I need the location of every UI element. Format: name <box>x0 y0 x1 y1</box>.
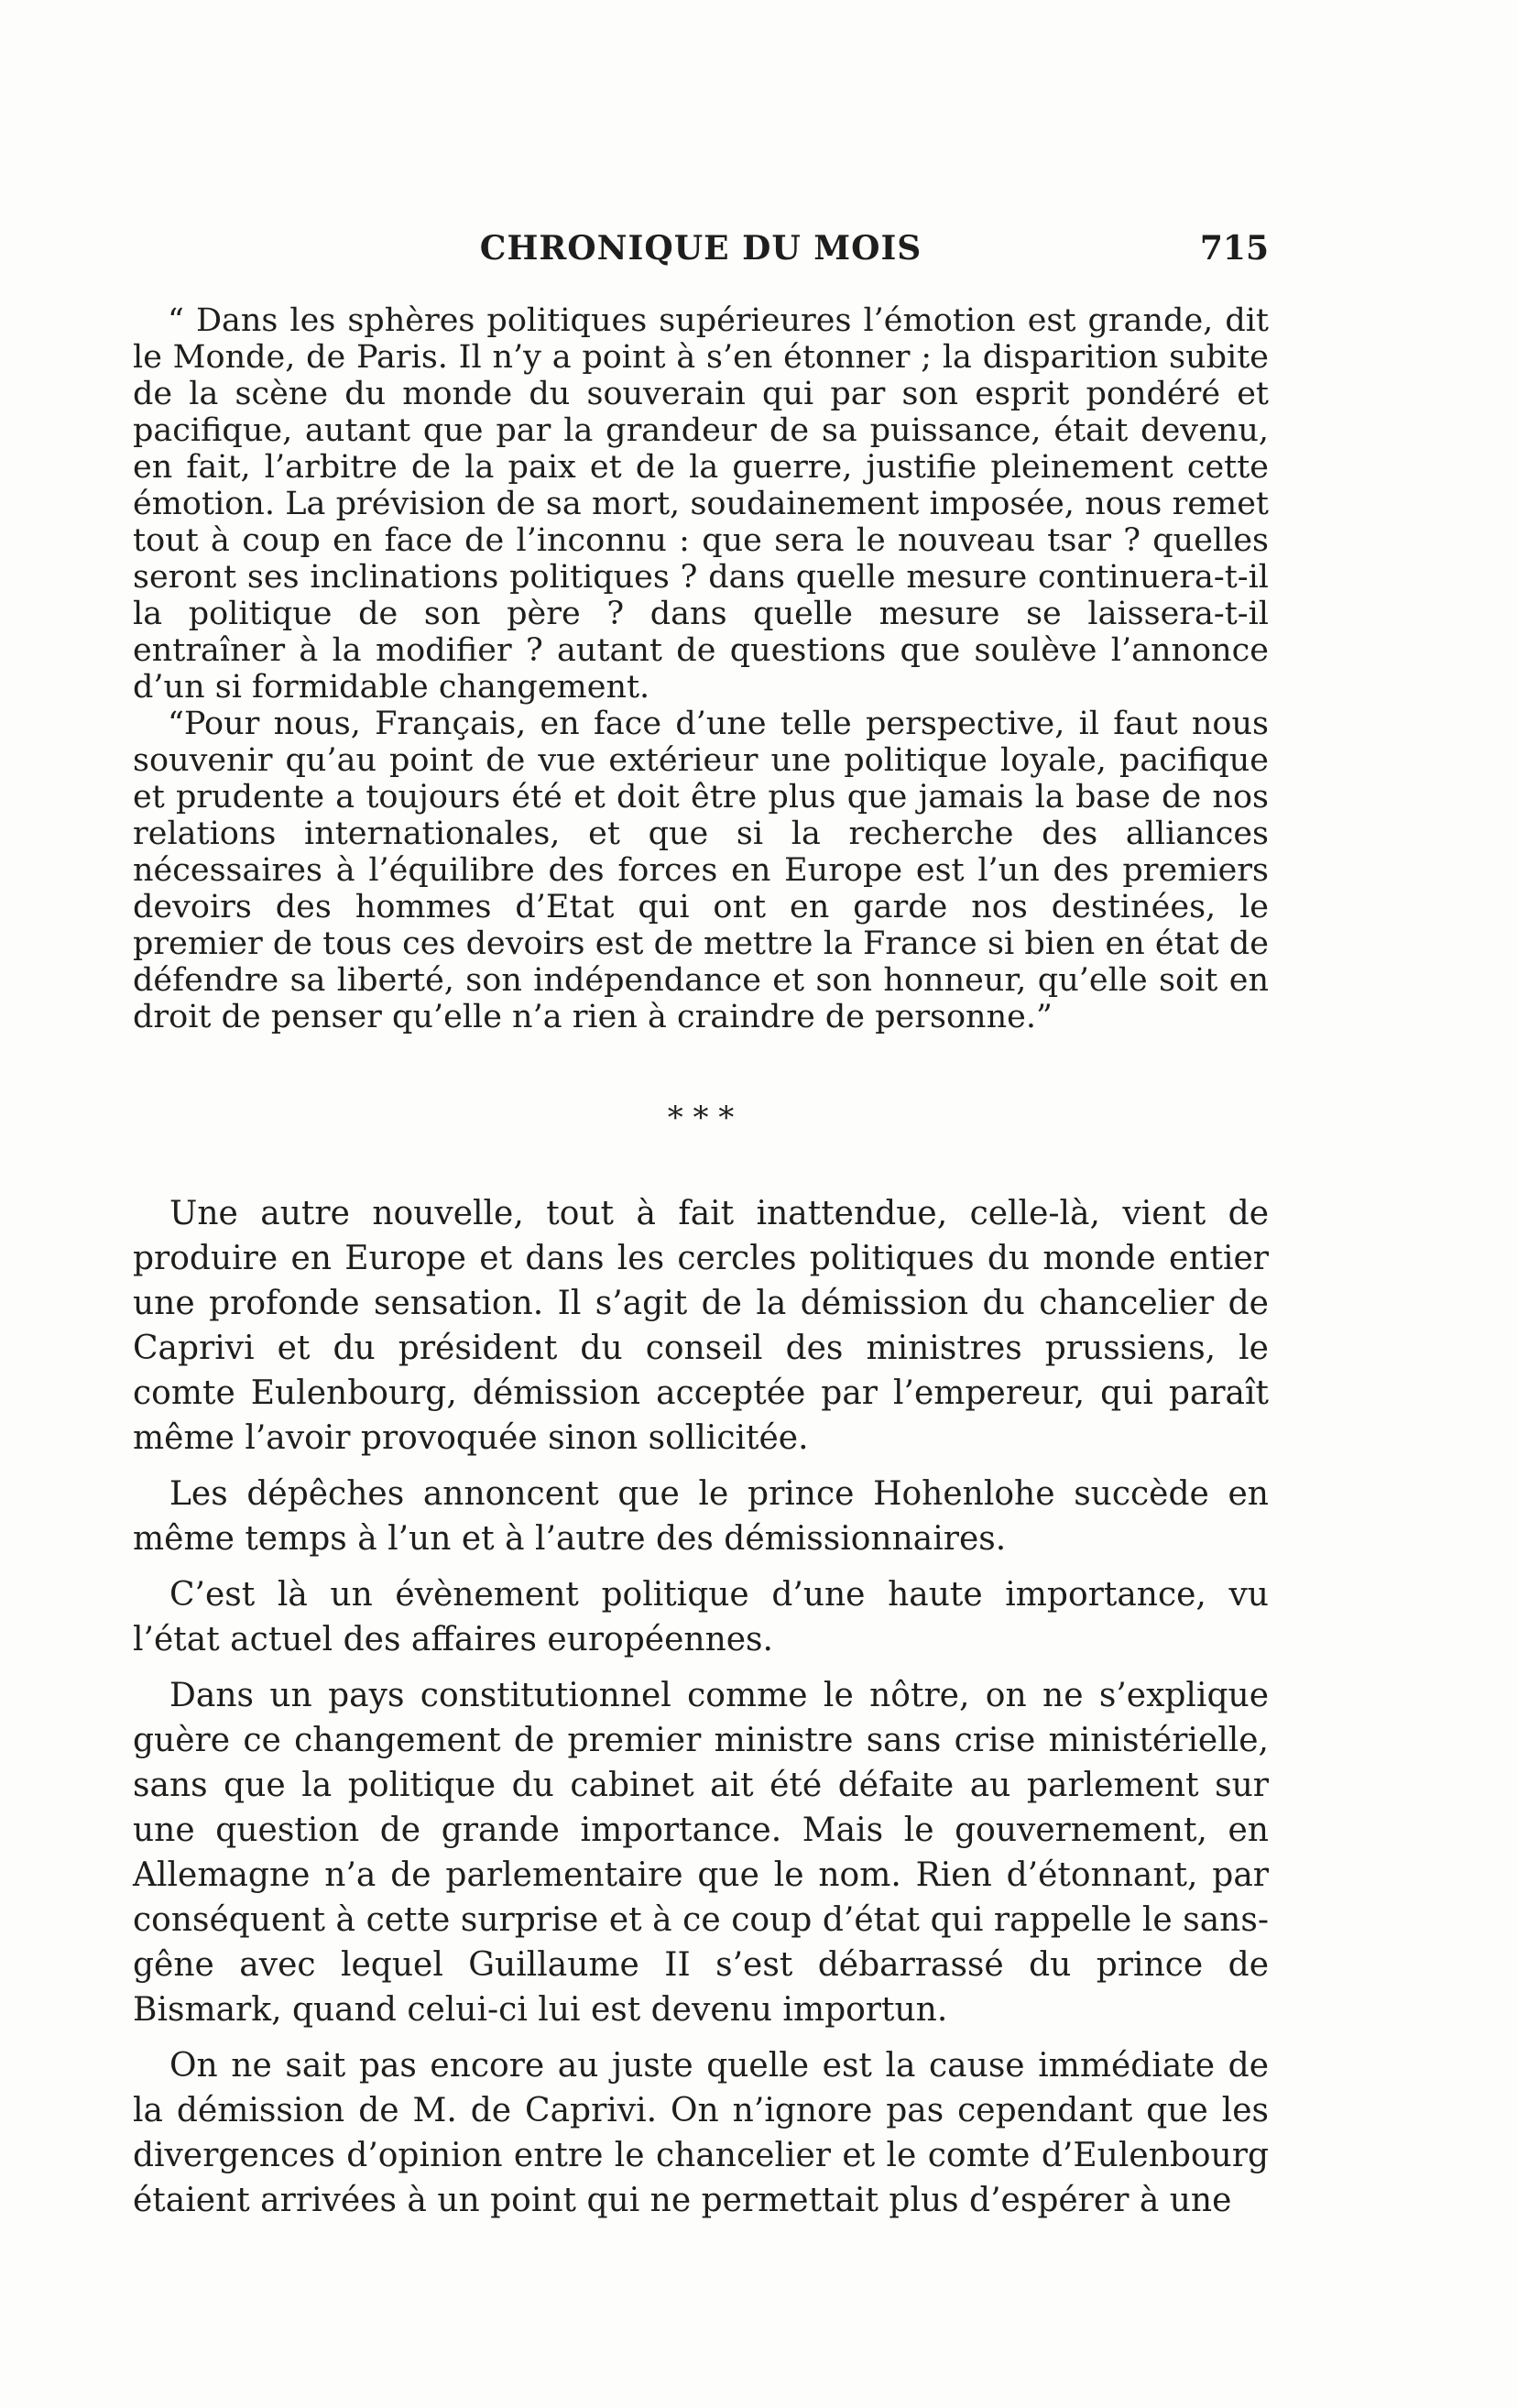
body-paragraph: On ne sait pas encore au juste quelle est la cause immédiate de la démission de M. de Caprivi. On n’ignore pas cependant que les divergences d’opinion entre le chancelier et le comte d’Eulenbourg étaient arrivées à un point qui ne permettait plus d’espérer à une <box>133 2047 1269 2219</box>
body-paragraph: Les dépêches annoncent que le prince Hohenlohe succède en même temps à l’un et à l’autre des démissionnaires. <box>133 1475 1269 1558</box>
quote-paragraph: “Pour nous, Français, en face d’une telle perspective, il faut nous souvenir qu’au point de vue extérieur une politique loyale, pacifique et prudente a toujours été et doit être plus que jamais la base de nos relations internationales, et que si la recherche des alliances nécessaires à l’équilibre des forces en Europe est l’un des premiers devoirs des hommes d’Etat qui ont en garde nos destinées, le premier de tous ces devoirs est de mettre la France si bien en état de défendre sa liberté, son indépendance et son honneur, qu’elle soit en droit de penser qu’elle n’a rien à craindre de personne.” <box>133 706 1269 1035</box>
body-paragraph: Dans un pays constitutionnel comme le nôtre, on ne s’explique guère ce changement de premier ministre sans crise ministérielle, sans que la politique du cabinet ait été défaite au parlement sur une question de grande importance. Mais le gouvernement, en Allemagne n’a de parlementaire que le nom. Rien d’étonnant, par conséquent à cette surprise et à ce coup d’état qui rappelle le sans-gêne avec lequel Guillaume II s’est débarrassé du prince de Bismark, quand celui-ci lui est devenu importun. <box>133 1677 1269 2029</box>
body-paragraph: Une autre nouvelle, tout à fait inattendue, celle-là, vient de produire en Europe et dans les cercles politiques du monde entier une profonde sensation. Il s’agit de la démission du chancelier de Caprivi et du président du conseil des ministres prussiens, le comte Eulenbourg, démission acceptée par l’empereur, qui paraît même l’avoir provoquée sinon sollicitée. <box>133 1195 1269 1457</box>
quoted-passage <box>133 302 1269 1035</box>
main-text <box>133 1191 1269 2234</box>
running-title: CHRONIQUE DU MOIS <box>479 229 922 268</box>
page-header <box>133 229 1269 275</box>
quote-paragraph: “ Dans les sphères politiques supérieures l’émotion est grande, dit le Monde, de Paris. Il n’y a point à s’en étonner ; la disparition subite de la scène du monde du souverain qui par son esprit pondéré et pacifique, autant que par la grandeur de sa puissance, était devenu, en fait, l’arbitre de la paix et de la guerre, justifie pleinement cette émotion. La prévision de sa mort, soudainement imposée, nous remet tout à coup en face de l’inconnu : que sera le nouveau tsar ? quelles seront ses inclinations politiques ? dans quelle mesure continuera-t-il la politique de son père ? dans quelle mesure se laissera-t-il entraîner à la modifier ? autant de questions que soulève l’annonce d’un si formidable changement. <box>133 302 1269 706</box>
book-page <box>133 0 1269 2408</box>
body-paragraph: C’est là un évènement politique d’une haute importance, vu l’état actuel des affaires européennes. <box>133 1576 1269 1658</box>
page-number: 715 <box>1199 229 1269 268</box>
asterism-separator: * * * <box>667 1100 735 1136</box>
